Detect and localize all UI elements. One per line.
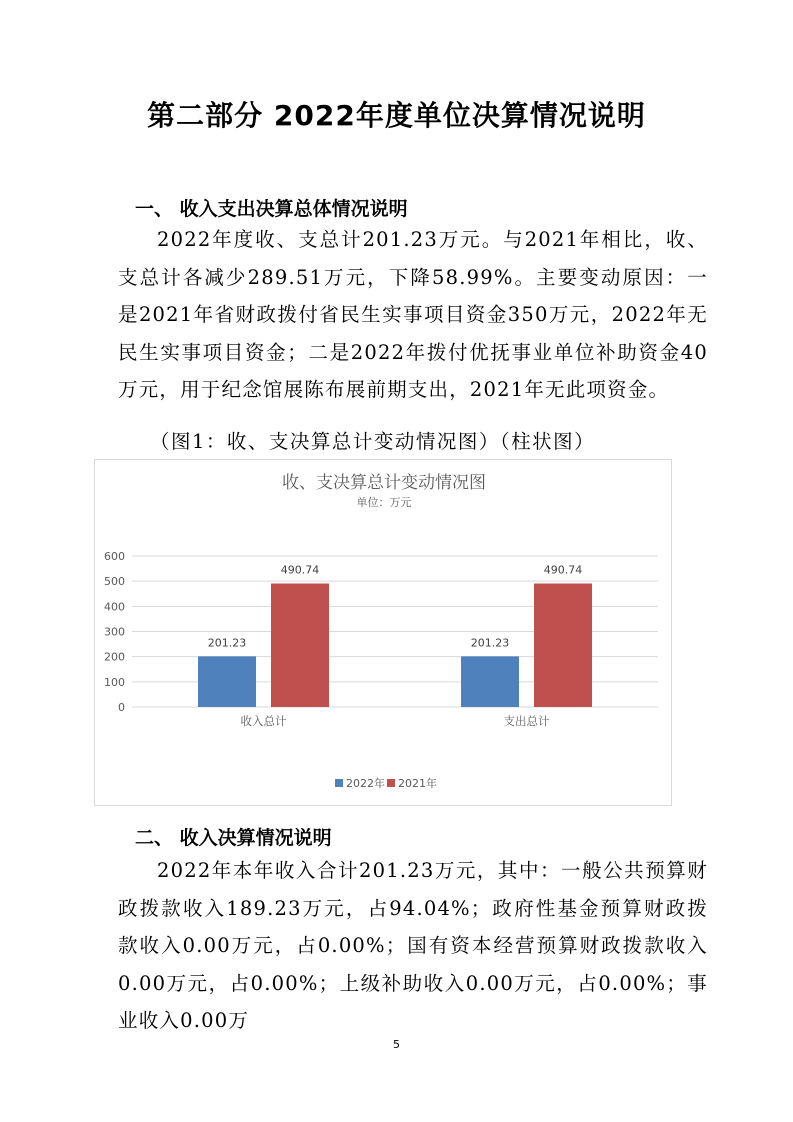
x-axis-ticks	[241, 714, 550, 728]
bar	[534, 583, 592, 707]
figure-caption: （图1：收、支决算总计变动情况图）（柱状图）	[150, 430, 596, 453]
data-label: 201.23	[470, 636, 510, 650]
legend-swatch	[387, 779, 395, 787]
data-label: 201.23	[207, 636, 247, 650]
page-number: 5	[393, 1038, 400, 1051]
legend-label: 2022年	[346, 777, 385, 790]
chart-title: 收、支决算总计变动情况图	[282, 473, 486, 493]
y-tick-label: 400	[104, 600, 125, 614]
bar	[198, 656, 256, 707]
legend-label: 2021年	[398, 777, 437, 790]
y-tick-label: 500	[104, 575, 125, 589]
section2-paragraph: 2022年本年收入合计201.23万元，其中：一般公共预算财政拨款收入189.23万元，占94.04%；政府性基金预算财政拨款收入0.00万元，占0.00%；国有资本经营预算财政拨款收入0.00万元，占0.00%；上级补助收入0.00万元，占0.00%；事业收入0.00万	[118, 859, 708, 1032]
bar	[461, 656, 519, 707]
y-tick-label: 300	[104, 625, 125, 639]
y-tick-label: 0	[118, 701, 125, 714]
y-tick-label: 600	[104, 550, 125, 563]
section1-heading: 一、 收入支出决算总体情况说明	[135, 198, 408, 220]
chart-svg	[95, 460, 673, 807]
x-tick-label: 收入总计	[240, 714, 287, 728]
y-axis-ticks	[104, 550, 125, 714]
section1-paragraph: 2022年度收、支总计201.23万元。与2021年相比，收、支总计各减少289.51万元，下降58.99%。主要变动原因：一是2021年省财政拨付省民生实事项目资金350万元，2022年无民生实事项目资金；二是2022年拨付优抚事业单位补助资金40万元，用于纪念馆展陈布展前期支出，2021年无此项资金。	[118, 228, 708, 401]
chart-subtitle: 单位：万元	[356, 496, 412, 509]
legend	[335, 776, 437, 790]
bars	[198, 583, 592, 707]
x-tick-label: 支出总计	[503, 714, 550, 728]
bar-chart	[94, 459, 672, 806]
y-tick-label: 100	[104, 675, 125, 689]
bar	[271, 583, 329, 707]
data-label: 490.74	[543, 563, 583, 577]
page-title: 第二部分 2022年度单位决算情况说明	[147, 99, 646, 132]
legend-swatch	[335, 779, 343, 787]
section2-heading: 二、 收入决算情况说明	[135, 827, 332, 849]
y-tick-label: 200	[104, 650, 125, 664]
data-label: 490.74	[280, 563, 320, 577]
